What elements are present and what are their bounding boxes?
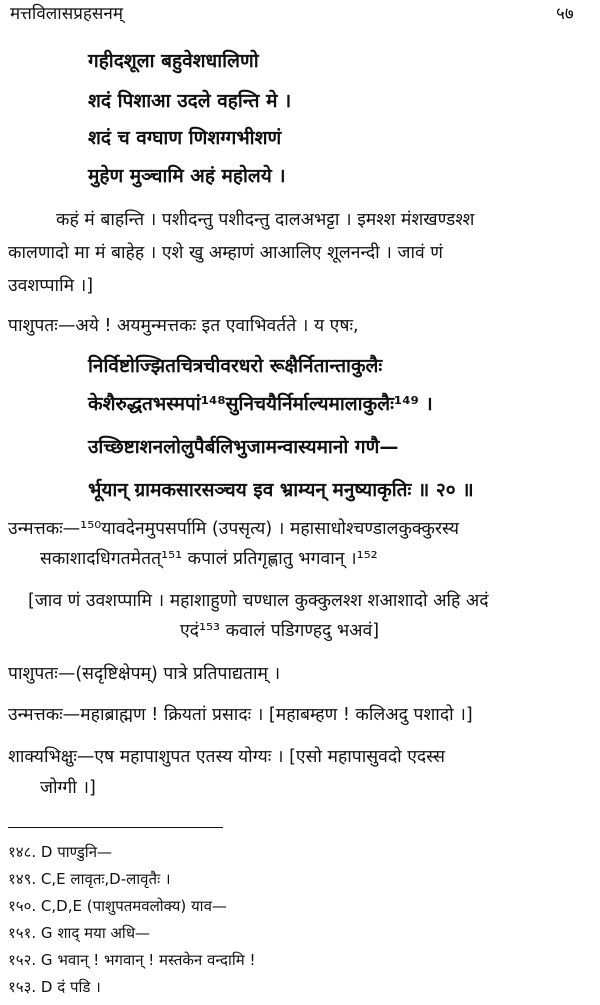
dialogue-unmattaka: उन्मत्तकः—महाब्राह्मण ! क्रियतां प्रसादः । [महाबम्हण ! कलिअदु पशादो ।] <box>8 705 473 725</box>
verse-line: निर्विष्टोज्झितचित्रचीवरधरो रूक्षैर्नितान्ताकुलैः <box>88 355 383 377</box>
prose-line: कालणादो मा मं बाहेह । एशे खु अम्हाणं आआलिए शूलनन्दी । जावं णं <box>8 243 443 263</box>
verse-line: शदं च वग्घाण णिशग्गभीशणं <box>88 127 282 149</box>
footnote: १५१. G शाद् मया अधि— <box>8 924 151 942</box>
prakrit-line: एदं¹⁵³ कवालं पडिगण्हदु भअवं] <box>180 621 380 641</box>
dialogue-shakya: शाक्यभिक्षुः—एष महापाशुपत एतस्य योग्यः । [एसो महापासुवदो एदस्स <box>8 747 445 767</box>
footnote: १५०. C,D,E (पाशुपतमवलोक्य) याव— <box>8 897 227 915</box>
prose-line: उवशप्पामि ।] <box>8 276 94 296</box>
dialogue-shakya: जोग्गी ।] <box>40 778 96 798</box>
prose-line: कहं मं बाहन्ति । पशीदन्तु पशीदन्तु दालअभट्टा । इमश्श मंशखण्डश्श <box>56 210 475 230</box>
running-title: मत्तविलासप्रहसनम् <box>10 4 123 24</box>
verse-line: गहीदशूला बहुवेशधालिणो <box>88 50 259 72</box>
dialogue-pashupata: पाशुपतः—अये ! अयमुन्मत्तकः इत एवाभिवर्तते । य एषः, <box>8 316 359 336</box>
footnote-separator <box>8 827 223 828</box>
footnote: १४८. D पाण्डुनि— <box>8 843 113 861</box>
dialogue-pashupata: पाशुपतः—(सदृष्टिक्षेपम्) पात्रे प्रतिपाद्यताम् । <box>8 664 281 684</box>
dialogue-unmattaka: उन्मत्तकः—¹⁵⁰यावदेनमुपसर्पामि (उपसृत्य) । महासाधोश्चण्डालकुक्कुरस्य <box>8 519 460 539</box>
verse-line: शदं पिशाआ उदले वहन्ति मे । <box>88 90 292 112</box>
verse-line: र्भूयान् ग्रामकसारसञ्चय इव भ्राम्यन् मनुष्याकृतिः ॥ २० ॥ <box>88 479 474 501</box>
dialogue-unmattaka: सकाशादधिगतमेतत्¹⁵¹ कपालं प्रतिगृह्णातु भगवान् ।¹⁵² <box>40 549 378 569</box>
verse-line: केशैरुद्धतभस्मपां¹⁴⁸सुनिचयैर्निर्माल्यमालाकुलैः¹⁴⁹ । <box>88 393 433 415</box>
verse-line: उच्छिष्टाशनलोलुपैर्बलिभुजामन्वास्यमानो गणै— <box>88 436 399 458</box>
verse-line: मुहेण मुञ्चामि अहं महोलये । <box>88 165 286 187</box>
footnote: १५२. G भवान् ! भगवान् ! मस्तकेन वन्दामि ! <box>8 951 256 969</box>
prakrit-line: [जाव णं उवशप्पामि । महाशाहुणो चण्धाल कुक्कुलश्श शआशादो अहि अदं <box>28 591 489 611</box>
footnote: १४९. C,E लावृतः,D-लावृतैः । <box>8 870 171 888</box>
footnote: १५३. D दं पडि । <box>8 978 101 996</box>
page-number: ५७ <box>556 4 574 24</box>
